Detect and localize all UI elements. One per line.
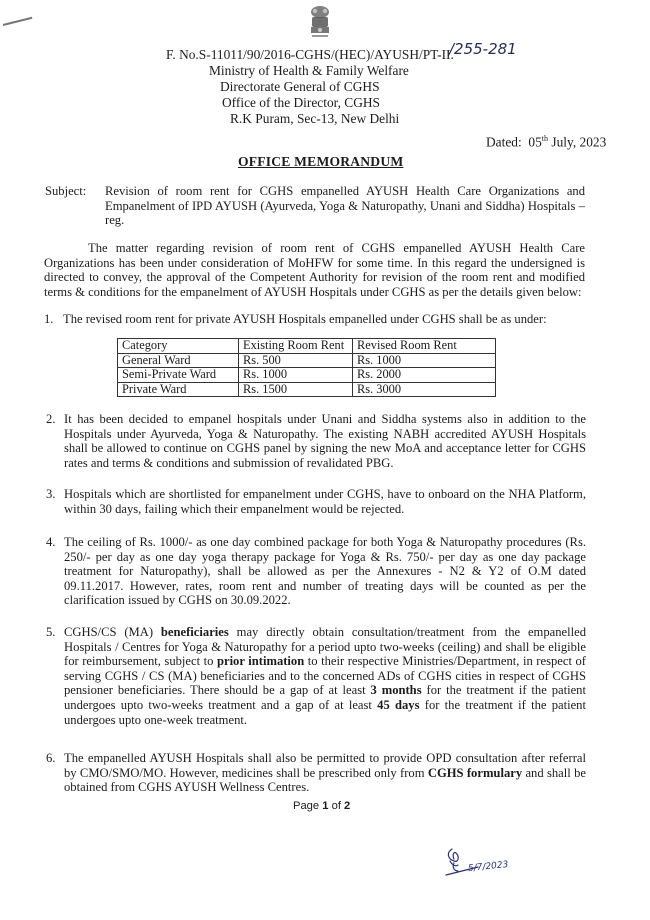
item-number: 1. — [44, 312, 54, 326]
revised-rent-cell: Rs. 2000 — [353, 368, 496, 383]
item-number: 4. — [46, 535, 56, 549]
table-row — [118, 382, 496, 397]
item-number: 5. — [46, 625, 56, 639]
page-number — [293, 800, 350, 812]
subject-label: Subject: — [45, 184, 87, 198]
item-number: 2. — [46, 412, 56, 426]
emphasized-text: beneficiaries — [160, 625, 229, 639]
directorate-name: Directorate General of CGHS — [220, 79, 380, 94]
date-label: Dated: — [486, 134, 522, 150]
ministry-name: Ministry of Health & Family Welfare — [209, 63, 409, 78]
item-text — [64, 625, 586, 727]
office-name: Office of the Director, CGHS — [222, 95, 380, 110]
office-address: R.K Puram, Sec-13, New Delhi — [230, 111, 400, 126]
date-month-year: July, 2023 — [551, 134, 607, 150]
category-cell: Private Ward — [118, 382, 239, 397]
item-text: Hospitals which are shortlisted for empanelment under CGHS, have to onboard on the NHA Platform, within 30 days, failing which their empanelment would be rejected. — [64, 487, 586, 516]
memorandum-title: OFFICE MEMORANDUM — [238, 154, 404, 169]
text-run: to their respective Ministries/Department, in respect of serving CGHS / CS (MA) beneficiaries and to the concerned ADs of CGHS cities in respect of CGHS pensioner beneficiaries. There should be a gap of at least — [64, 654, 586, 698]
intro-paragraph: The matter regarding revision of room rent of CGHS empanelled AYUSH Health Care Organizations has been under consideration of MoHFW for some time. In this regard the undersigned is directed to convey, the approval of the Competent Authority for revision of the room rent and modified terms & conditions for the empanelment of AYUSH Hospitals under CGHS as per the details given below: — [44, 241, 585, 299]
table-row — [118, 353, 496, 368]
emphasized-text: CGHS formulary — [427, 765, 523, 780]
item-text — [64, 751, 586, 795]
signature-date: 5/7/2023 — [467, 859, 509, 875]
header-cell: Existing Room Rent — [239, 339, 353, 354]
table-header-row — [118, 339, 496, 354]
existing-rent-cell: Rs. 1000 — [239, 368, 353, 383]
category-cell: General Ward — [118, 353, 239, 368]
emphasized-text: 3 months — [370, 683, 422, 698]
page-middle: of — [328, 800, 345, 812]
margin-pen-mark — [3, 17, 33, 26]
text-run: may directly obtain consultation/treatment from the empanelled Hospitals / Centres for Yoga & Naturopathy for a period upto two-weeks (ceiling) and shall be eligible for reimbursement, subject to — [64, 625, 586, 669]
category-cell: Semi-Private Ward — [118, 368, 239, 383]
subject-text: Revision of room rent for CGHS empanelled AYUSH Health Care Organizations and Empanelment of IPD AYUSH (Ayurveda, Yoga & Naturopathy, Unani and Siddha) Hospitals – reg. — [105, 184, 585, 228]
revised-rent-cell: Rs. 3000 — [353, 382, 496, 397]
existing-rent-cell: Rs. 500 — [239, 353, 353, 368]
table-row — [118, 368, 496, 383]
header-cell: Revised Room Rent — [353, 339, 496, 354]
text-run: CGHS/CS (MA) — [64, 625, 161, 639]
handwritten-dispatch-number: /255-281 — [449, 40, 517, 58]
revised-rent-cell: Rs. 1000 — [353, 353, 496, 368]
text-run: for the treatment if the patient undergoes upto two-weeks treatment and a gap of at least — [64, 683, 586, 712]
file-number: F. No.S-11011/90/2016-CGHS/(HEC)/AYUSH/PT-II. — [166, 47, 454, 62]
date-day-suffix: th — [541, 134, 549, 143]
item-number: 6. — [46, 751, 56, 765]
page-prefix: Page — [293, 800, 323, 812]
date-line — [486, 134, 606, 150]
emphasized-text: prior intimation — [216, 654, 305, 669]
text-run: The empanelled AYUSH Hospitals shall also be permitted to provide OPD consultation after referral by CMO/SMO/MO. However, medicines shall be prescribed only from — [64, 751, 586, 780]
header-cell: Category — [118, 339, 239, 354]
item-text: The revised room rent for private AYUSH Hospitals empanelled under CGHS shall be as under: — [63, 312, 547, 326]
page-current: 1 — [322, 800, 329, 812]
room-rent-table — [117, 338, 496, 397]
text-run: and shall be obtained from CGHS AYUSH Wellness Centres. — [64, 765, 586, 795]
existing-rent-cell: Rs. 1500 — [239, 382, 353, 397]
item-text: It has been decided to empanel hospitals under Unani and Siddha systems also in addition to the Hospitals under Ayurveda, Yoga & Naturopathy. The existing NABH accredited AYUSH Hospitals shall be allowed to continue on CGHS panel by signing the new MoA and acceptance letter for CGHS rates and terms & conditions and submission of revalidated PBG. — [64, 412, 586, 470]
item-number: 3. — [46, 487, 56, 501]
item-text: The ceiling of Rs. 1000/- as one day combined package for both Yoga & Naturopathy procedures (Rs. 250/- per day as one day yoga therapy package for Yoga & Rs. 750/- per day as one day package treatment for Naturopathy), shall be allowed as per the Annexures - N2 & Y2 of O.M dated 09.11.2017. However, rates, room rent and number of treating days will be counted as per the clarification issued by CGHS on 30.09.2022. — [64, 535, 586, 608]
national-emblem-icon — [306, 4, 334, 44]
text-run: for the treatment if the patient undergoes upto one-week treatment. — [64, 697, 586, 727]
page-total: 2 — [344, 800, 351, 812]
emphasized-text: 45 days — [377, 697, 420, 712]
date-day: 05 — [528, 134, 542, 150]
